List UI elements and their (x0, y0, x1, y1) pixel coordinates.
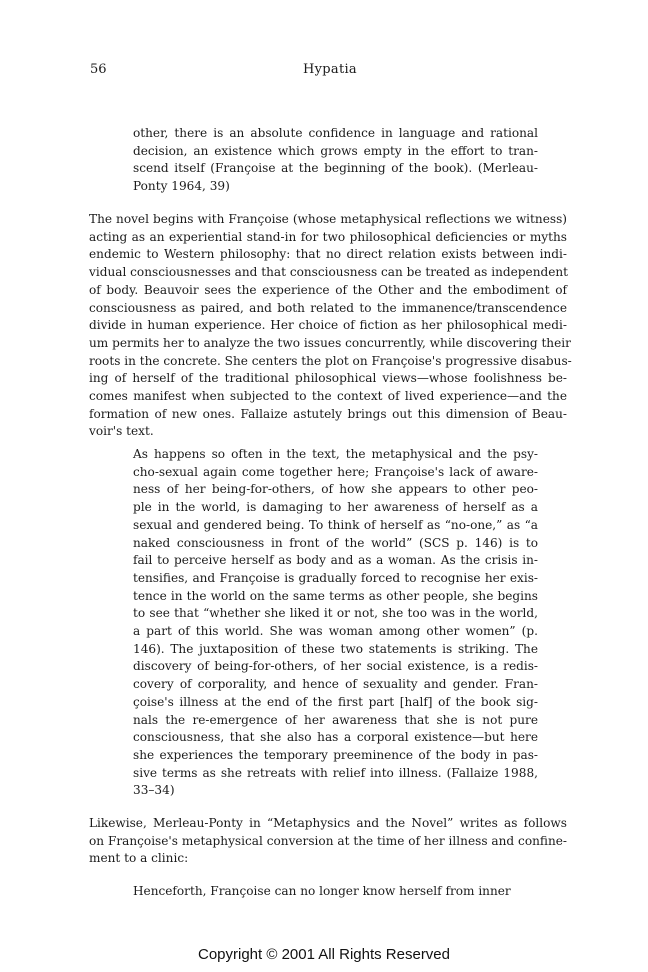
block-quote-merleau-ponty (133, 125, 538, 196)
text-line: Henceforth, Françoise can no longer know herself from inner (133, 884, 511, 898)
text-line: The novel begins with Françoise (whose metaphysical reflections we witness) (89, 212, 567, 226)
block-quote-henceforth (133, 883, 538, 901)
text-line: scend itself (Françoise at the beginning of the book). (Merleau- (133, 161, 538, 176)
text-line: acting as an experiential stand-in for two philosophical deficiencies or myths (89, 229, 567, 244)
text-line: naked consciousness in front of the world” (SCS p. 146) is to (133, 535, 538, 550)
page-number: 56 (90, 62, 107, 77)
text-line: formation of new ones. Fallaize astutely brings out this dimension of Beau- (89, 406, 567, 421)
text-line: Likewise, Merleau-Ponty in “Metaphysics and the Novel” writes as follows (89, 816, 567, 830)
text-line: consciousness, that she also has a corporal existence—but here (133, 730, 538, 745)
text-line: fail to perceive herself as body and as a woman. As the crisis in- (133, 553, 538, 568)
text-line: tensifies, and Françoise is gradually forced to recognise her exis- (133, 570, 538, 585)
text-line: she experiences the temporary preeminence of the body in pas- (133, 747, 538, 762)
text-line: nals the re-emergence of her awareness that she is not pure (133, 712, 538, 727)
text-line: of body. Beauvoir sees the experience of the Other and the embodiment of (89, 282, 567, 297)
running-head-title: Hypatia (303, 62, 357, 77)
text-line: voir's text. (89, 424, 154, 439)
text-line: endemic to Western philosophy: that no direct relation exists between indi- (89, 247, 567, 262)
text-line: 33–34) (133, 783, 175, 798)
text-line: decision, an existence which grows empty in the effort to tran- (133, 143, 538, 158)
text-line: discovery of being-for-others, of her social existence, is a redis- (133, 659, 538, 674)
text-line: other, there is an absolute confidence in language and rational (133, 126, 538, 140)
text-line: Ponty 1964, 39) (133, 179, 230, 194)
text-line: cho-sexual again come together here; Françoise's lack of aware- (133, 464, 538, 479)
text-line: ing of herself of the traditional philosophical views—whose foolishness be- (89, 371, 567, 386)
text-line: çoise's illness at the end of the first part [half] of the book sig- (133, 694, 538, 709)
body-paragraph-novel-begins (89, 211, 572, 441)
text-line: on Françoise's metaphysical conversion at the time of her illness and confine- (89, 833, 567, 848)
text-line: As happens so often in the text, the metaphysical and the psy- (133, 447, 538, 461)
body-paragraph-likewise (89, 815, 567, 868)
text-line: 146). The juxtaposition of these two statements is striking. The (133, 641, 538, 656)
running-header (90, 62, 570, 80)
text-line: roots in the concrete. She centers the plot on Françoise's progressive disabus- (89, 353, 572, 368)
copyright-footer: Copyright © 2001 All Rights Reserved (197, 946, 450, 963)
text-line: sexual and gendered being. To think of herself as “no-one,” as “a (133, 517, 538, 532)
text-line: comes manifest when subjected to the context of lived experience—and the (89, 389, 567, 404)
text-line: sive terms as she retreats with relief into illness. (Fallaize 1988, (133, 765, 538, 780)
text-line: to see that “whether she liked it or not, she too was in the world, (133, 606, 538, 621)
text-line: tence in the world on the same terms as other people, she begins (133, 588, 538, 603)
text-line: a part of this world. She was woman among other women” (p. (133, 624, 538, 639)
block-quote-fallaize (133, 446, 538, 800)
text-line: divide in human experience. Her choice of fiction as her philosophical medi- (89, 318, 567, 333)
text-line: um permits her to analyze the two issues concurrently, while discovering their (89, 335, 571, 350)
text-line: ness of her being-for-others, of how she appears to other peo- (133, 482, 538, 497)
text-line: ple in the world, is damaging to her awareness of herself as a (133, 500, 538, 515)
text-line: vidual consciousnesses and that consciousness can be treated as independent (89, 265, 569, 280)
text-line: ment to a clinic: (89, 851, 189, 866)
text-line: consciousness as paired, and both related to the immanence/transcendence (89, 300, 567, 315)
text-line: covery of corporality, and hence of sexuality and gender. Fran- (133, 677, 538, 692)
